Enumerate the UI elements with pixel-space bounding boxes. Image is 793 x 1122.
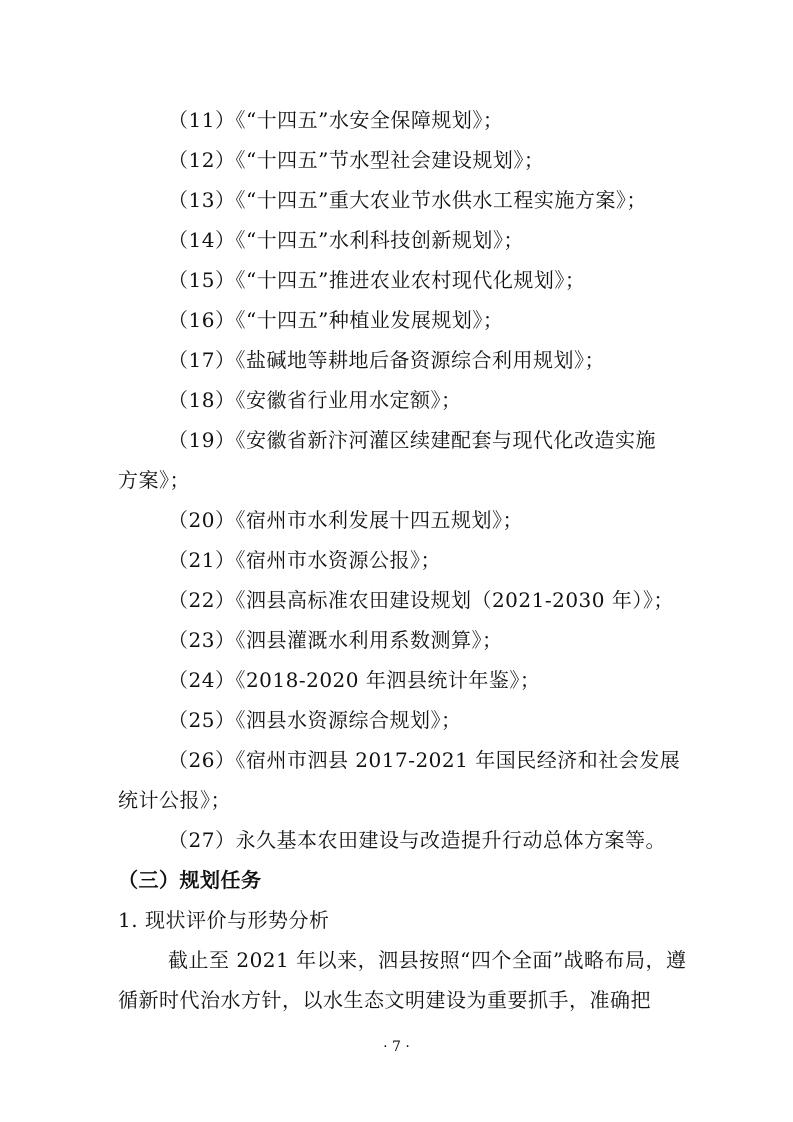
reference-item-21: （21）《宿州市水资源公报》； — [168, 548, 441, 572]
reference-item-27: （27）永久基本农田建设与改造提升行动总体方案等。 — [168, 828, 666, 852]
reference-item-24: （24）《2018-2020 年泗县统计年鉴》； — [168, 668, 541, 692]
reference-item-15: （15）《“十四五”推进农业农村现代化规划》； — [168, 268, 586, 292]
page-number: · 7 · — [383, 1039, 410, 1055]
reference-item-20: （20）《宿州市水利发展十四五规划》； — [168, 508, 523, 532]
reference-item-22: （22）《泗县高标准农田建设规划（2021-2030 年）》； — [168, 588, 674, 612]
reference-item-19: （19）《安徽省新汴河灌区续建配套与现代化改造实施 — [168, 428, 656, 452]
reference-item-18: （18）《安徽省行业用水定额》； — [168, 388, 462, 412]
reference-item-12: （12）《“十四五”节水型社会建设规划》； — [168, 148, 545, 172]
paragraph-line-2: 循新时代治水方针，以水生态文明建设为重要抓手，准确把 — [118, 988, 651, 1012]
section-heading: （三）规划任务 — [118, 868, 262, 892]
reference-item-14: （14）《“十四五”水利科技创新规划》； — [168, 228, 524, 252]
reference-item-26-continued: 统计公报》； — [118, 788, 231, 812]
paragraph-line-1: 截止至 2021 年以来，泗县按照“四个全面”战略布局，遵 — [168, 948, 687, 972]
reference-item-23: （23）《泗县灌溉水利用系数测算》； — [168, 628, 503, 652]
reference-item-17: （17）《盐碱地等耕地后备资源综合利用规划》； — [168, 348, 605, 372]
reference-item-16: （16）《“十四五”种植业发展规划》； — [168, 308, 504, 332]
reference-item-25: （25）《泗县水资源综合规划》； — [168, 708, 462, 732]
reference-item-13: （13）《“十四五”重大农业节水供水工程实施方案》； — [168, 188, 647, 212]
reference-item-11: （11）《“十四五”水安全保障规划》； — [168, 108, 504, 132]
reference-item-19-continued: 方案》； — [118, 468, 190, 492]
reference-item-26: （26）《宿州市泗县 2017-2021 年国民经济和社会发展 — [168, 748, 681, 772]
subsection-heading: 1. 现状评价与形势分析 — [118, 908, 330, 932]
